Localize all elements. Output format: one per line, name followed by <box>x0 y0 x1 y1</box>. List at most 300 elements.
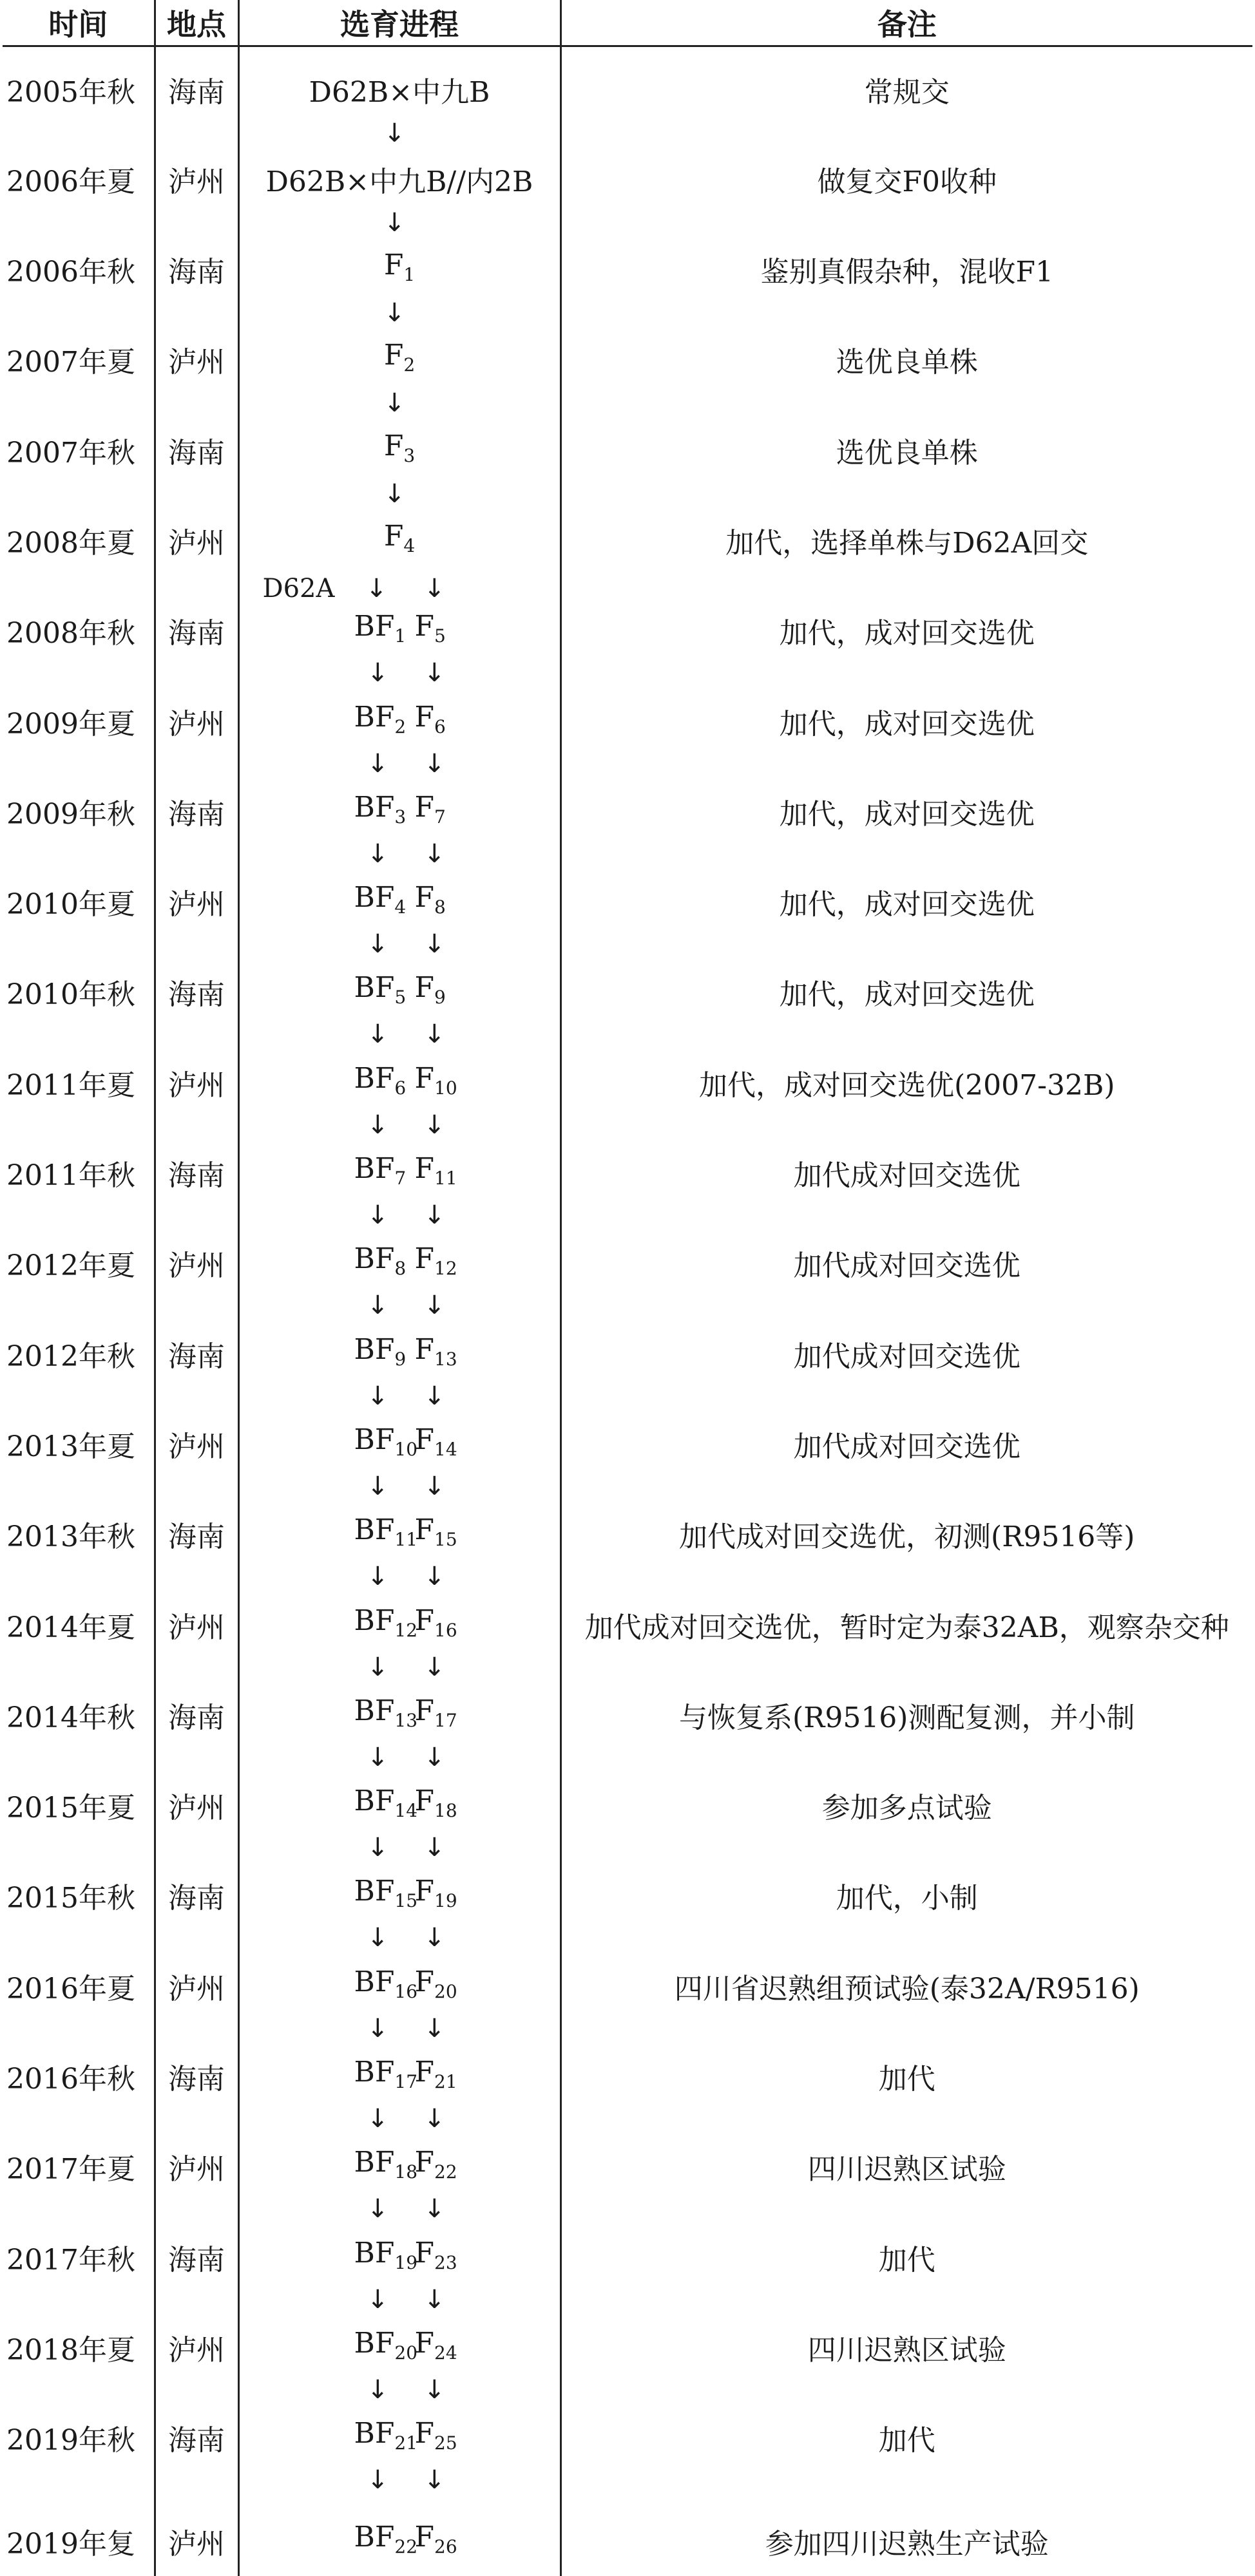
cell-time: 2016年秋 <box>3 2034 155 2124</box>
table-header-row <box>3 0 1252 46</box>
cell-time: 2017年秋 <box>3 2215 155 2305</box>
cell-time: 2019年秋 <box>3 2395 155 2485</box>
process-diagram <box>240 1423 560 1501</box>
cell-place: 泸州 <box>155 1220 238 1311</box>
backcross-parent-label: D62A <box>262 573 335 603</box>
cell-process <box>238 408 560 509</box>
filial-generation: $F_{22}$ <box>414 2146 457 2183</box>
cell-note: 加代，成对回交选优 <box>779 797 1035 831</box>
backcross-generation: $BF_{13}$ <box>354 1694 418 1731</box>
backcross-generation: $BF_6$ <box>354 1061 407 1099</box>
generation-subscript: 20 <box>394 2342 418 2363</box>
generation-subscript: 5 <box>394 987 407 1009</box>
generation-pair <box>240 881 560 920</box>
down-arrow-icon: ↓ <box>423 1291 446 1321</box>
cell-note: 加代，成对回交选优 <box>779 978 1035 1012</box>
generation-pair <box>240 1785 560 1823</box>
cell-place: 泸州 <box>155 2486 238 2576</box>
down-arrow-icon: ↓ <box>383 118 406 148</box>
generation-subscript: 8 <box>394 1258 407 1280</box>
cell-process <box>238 859 560 960</box>
down-arrow-icon: ↓ <box>383 478 406 509</box>
table-row <box>3 949 1252 1039</box>
cell-note: 参加多点试验 <box>821 1792 992 1825</box>
cell-time: 2005年秋 <box>3 46 155 137</box>
generation-subscript: 19 <box>434 1890 457 1912</box>
cell-process <box>238 769 560 869</box>
generation-subscript: 12 <box>394 1619 418 1641</box>
generation-subscript: 21 <box>434 2071 457 2093</box>
filial-generation: $F_{21}$ <box>414 2056 457 2093</box>
cell-process <box>238 2486 560 2576</box>
down-arrow-icon: ↓ <box>423 1110 446 1140</box>
down-arrow-icon: ↓ <box>367 2284 389 2315</box>
generation-subscript: 10 <box>434 1077 457 1099</box>
cell-process <box>238 1763 560 1863</box>
cell-process <box>238 1311 560 1411</box>
cell-time: 2013年夏 <box>3 1401 155 1492</box>
cell-place: 泸州 <box>155 1040 238 1130</box>
generation-subscript: 7 <box>434 806 446 828</box>
down-arrow-icon: ↓ <box>367 2104 389 2134</box>
cell-note: 加代，成对回交选优 <box>779 707 1035 741</box>
down-arrow-icon: ↓ <box>367 2194 389 2224</box>
cell-place: 泸州 <box>155 1582 238 1672</box>
down-arrow-icon: ↓ <box>367 1200 389 1231</box>
cell-time: 2015年夏 <box>3 1763 155 1853</box>
down-arrow-icon: ↓ <box>367 2465 389 2496</box>
cell-process <box>238 498 560 603</box>
cell-place: 海南 <box>155 769 238 859</box>
generation-subscript: 10 <box>394 1438 418 1460</box>
down-arrow-icon: ↓ <box>367 658 389 688</box>
table-row <box>3 1130 1252 1220</box>
cell-note: 鉴别真假杂种，混收F1 <box>760 256 1054 289</box>
cell-time: 2017年夏 <box>3 2124 155 2214</box>
cell-place: 海南 <box>155 949 238 1039</box>
filial-generation: $F_{17}$ <box>414 1694 457 1731</box>
filial-generation: $F_{26}$ <box>414 2520 457 2557</box>
generation-subscript: 16 <box>394 1980 418 2002</box>
table-row <box>3 1492 1252 1582</box>
filial-generation: $F_{13}$ <box>414 1332 457 1370</box>
generation-subscript: 9 <box>394 1348 407 1370</box>
generation-subscript: 9 <box>434 987 446 1009</box>
generation-subscript: 15 <box>394 1890 418 1912</box>
filial-generation: $F_{12}$ <box>414 1242 457 1280</box>
filial-generation: $F_8$ <box>414 881 446 918</box>
process-diagram <box>240 1604 560 1682</box>
backcross-generation: $BF_{19}$ <box>354 2236 418 2273</box>
generation-subscript: 24 <box>434 2342 457 2363</box>
table-row <box>3 227 1252 317</box>
cell-process <box>238 1944 560 2043</box>
backcross-generation: $BF_{14}$ <box>354 1785 418 1822</box>
table-row <box>3 1944 1252 2034</box>
down-arrow-icon: ↓ <box>383 298 406 328</box>
process-diagram <box>240 971 560 1050</box>
process-diagram <box>240 1875 560 1953</box>
generation-label <box>384 520 415 556</box>
down-arrow-icon: ↓ <box>423 1833 446 1863</box>
table-row <box>3 408 1252 498</box>
cell-time: 2008年秋 <box>3 588 155 678</box>
table-body <box>3 46 1252 2576</box>
cell-process <box>238 2124 560 2224</box>
process-diagram <box>240 1694 560 1772</box>
cell-time: 2006年秋 <box>3 227 155 317</box>
backcross-generation: $BF_9$ <box>354 1332 407 1370</box>
generation-subscript: 2 <box>394 715 407 737</box>
cell-note: 与恢复系(R9516)测配复测，并小制 <box>679 1701 1135 1734</box>
down-arrow-icon: ↓ <box>367 1019 389 1050</box>
cell-note: 常规交 <box>864 76 950 109</box>
cell-note: 做复交F0收种 <box>817 165 997 198</box>
table-row <box>3 1220 1252 1311</box>
down-arrow-icon: ↓ <box>423 2194 446 2224</box>
generation-pair <box>240 2146 560 2184</box>
cell-note: 加代 <box>878 2063 935 2096</box>
cell-note: 加代成对回交选优，暂时定为泰32AB，观察杂交种 <box>584 1611 1229 1644</box>
filial-generation: $F_9$ <box>414 971 446 1009</box>
down-arrow-icon: ↓ <box>423 1923 446 1953</box>
cell-note: 加代成对回交选优 <box>793 1249 1020 1283</box>
table-row <box>3 498 1252 588</box>
generation-subscript: 11 <box>394 1529 418 1551</box>
cell-time: 2015年秋 <box>3 1853 155 1943</box>
filial-generation: $F_{15}$ <box>414 1513 457 1551</box>
cell-process <box>238 1582 560 1682</box>
down-arrow-icon: ↓ <box>423 1652 446 1682</box>
generation-pair <box>240 1152 560 1191</box>
down-arrow-icon: ↓ <box>423 658 446 688</box>
cell-process <box>238 227 560 328</box>
backcross-generation: $BF_{17}$ <box>354 2056 418 2093</box>
cell-place: 海南 <box>155 2215 238 2305</box>
table-row <box>3 2215 1252 2305</box>
generation-subscript: 22 <box>394 2535 418 2557</box>
cell-place: 海南 <box>155 2395 238 2485</box>
cell-note: 四川省迟熟组预试验(泰32A/R9516) <box>674 1972 1140 2005</box>
down-arrow-icon: ↓ <box>423 1742 446 1772</box>
down-arrow-icon: ↓ <box>423 1019 446 1050</box>
generation-subscript: 4 <box>394 896 407 918</box>
filial-generation: $F_{23}$ <box>414 2236 457 2273</box>
generation-pair <box>240 971 560 1010</box>
generation-pair <box>240 1604 560 1643</box>
generation-pair <box>240 791 560 829</box>
cell-place: 海南 <box>155 46 238 137</box>
generation-pair <box>240 701 560 739</box>
table-row <box>3 1401 1252 1492</box>
table-row <box>3 137 1252 227</box>
generation-pair <box>240 2056 560 2094</box>
cell-place: 海南 <box>155 1311 238 1401</box>
cell-note: 加代成对回交选优，初测(R9516等) <box>679 1520 1135 1554</box>
cell-place: 泸州 <box>155 137 238 227</box>
generation-label <box>384 339 415 375</box>
down-arrow-icon: ↓ <box>367 1923 389 1953</box>
generation-subscript: 13 <box>394 1709 418 1731</box>
header-time: 时间 <box>3 0 155 46</box>
generation-subscript: 2 <box>403 354 416 376</box>
cell-time: 2009年夏 <box>3 679 155 769</box>
cell-process <box>238 1401 560 1501</box>
cell-process <box>238 949 560 1050</box>
generation-base: F <box>383 519 404 553</box>
cell-time: 2007年秋 <box>3 408 155 498</box>
cell-process <box>238 1040 560 1140</box>
cell-time: 2013年秋 <box>3 1492 155 1582</box>
cell-place: 泸州 <box>155 2124 238 2214</box>
cell-time: 2016年夏 <box>3 1944 155 2034</box>
cell-time: 2010年秋 <box>3 949 155 1039</box>
generation-subscript: 14 <box>394 1800 418 1822</box>
cell-place: 泸州 <box>155 679 238 769</box>
cell-time: 2014年夏 <box>3 1582 155 1672</box>
generation-pair <box>240 1242 560 1281</box>
backcross-generation: $BF_{21}$ <box>354 2417 418 2454</box>
backcross-generation: $BF_{12}$ <box>354 1604 418 1641</box>
cell-note: 加代成对回交选优 <box>793 1159 1020 1193</box>
generation-base: F <box>383 429 404 462</box>
cell-place: 泸州 <box>155 1401 238 1492</box>
backcross-generation: $BF_{11}$ <box>354 1513 418 1551</box>
generation-subscript: 7 <box>394 1168 407 1189</box>
cell-time: 2007年夏 <box>3 317 155 407</box>
cell-place: 泸州 <box>155 1763 238 1853</box>
backcross-generation: $BF_{15}$ <box>354 1875 418 1912</box>
cell-process <box>238 2395 560 2496</box>
down-arrow-icon: ↓ <box>367 1110 389 1140</box>
generation-pair <box>240 2521 560 2559</box>
filial-generation: $F_{18}$ <box>414 1785 457 1822</box>
cell-process <box>238 1672 560 1772</box>
cell-note: 选优良单株 <box>836 346 978 379</box>
cell-place: 泸州 <box>155 317 238 407</box>
down-arrow-icon: ↓ <box>423 748 446 779</box>
cell-place: 海南 <box>155 227 238 317</box>
down-arrow-icon: ↓ <box>365 573 388 603</box>
process-diagram <box>240 881 560 960</box>
cell-process <box>238 1130 560 1231</box>
cell-time: 2011年夏 <box>3 1040 155 1130</box>
generation-subscript: 8 <box>434 896 446 918</box>
backcross-generation: $BF_{10}$ <box>354 1423 418 1460</box>
process-diagram <box>240 2236 560 2315</box>
down-arrow-icon: ↓ <box>367 1471 389 1501</box>
generation-subscript: 25 <box>434 2432 457 2454</box>
cell-note: 加代，成对回交选优 <box>779 617 1035 650</box>
cell-place: 海南 <box>155 1492 238 1582</box>
cell-time: 2008年夏 <box>3 498 155 588</box>
down-arrow-icon: ↓ <box>367 1652 389 1682</box>
table-row <box>3 2124 1252 2214</box>
process-diagram <box>240 700 560 779</box>
cell-time: 2012年夏 <box>3 1220 155 1311</box>
header-place: 地点 <box>155 0 238 46</box>
filial-generation: $F_{20}$ <box>414 1965 457 2002</box>
filial-generation: $F_{11}$ <box>414 1152 457 1189</box>
down-arrow-icon: ↓ <box>383 207 406 238</box>
generation-pair <box>240 610 560 649</box>
generation-subscript: 18 <box>394 2161 418 2183</box>
filial-generation: $F_{16}$ <box>414 1604 457 1641</box>
process-diagram <box>240 1965 560 2043</box>
process-diagram <box>240 2146 560 2224</box>
generation-subscript: 16 <box>434 1619 457 1641</box>
down-arrow-icon: ↓ <box>423 1562 446 1592</box>
cell-place: 海南 <box>155 1672 238 1763</box>
generation-subscript: 15 <box>434 1529 457 1551</box>
process-diagram <box>240 1152 560 1231</box>
cell-note: 加代成对回交选优 <box>793 1340 1020 1373</box>
cell-time: 2009年秋 <box>3 769 155 859</box>
process-diagram <box>240 1332 560 1411</box>
backcross-generation: $BF_2$ <box>354 700 407 737</box>
generation-pair <box>240 1965 560 2004</box>
process-diagram <box>240 2056 560 2134</box>
cell-place: 泸州 <box>155 498 238 588</box>
generation-label <box>384 249 415 285</box>
backcross-generation: $BF_{20}$ <box>354 2326 418 2363</box>
cell-time: 2006年夏 <box>3 137 155 227</box>
generation-subscript: 14 <box>434 1438 457 1460</box>
cell-note: 加代成对回交选优 <box>793 1430 1020 1463</box>
backcross-generation: $BF_4$ <box>354 881 407 918</box>
filial-generation: $F_{24}$ <box>414 2326 457 2363</box>
table-row <box>3 2034 1252 2124</box>
generation-label <box>384 430 415 466</box>
cell-note: 加代 <box>878 2243 935 2277</box>
table-row <box>3 1311 1252 1401</box>
filial-generation: $F_{14}$ <box>414 1423 457 1460</box>
backcross-generation: $BF_7$ <box>354 1152 407 1189</box>
process-diagram <box>240 2326 560 2405</box>
table-row <box>3 1672 1252 1763</box>
cell-note: 四川迟熟区试验 <box>807 2153 1006 2186</box>
generation-pair <box>240 2237 560 2275</box>
filial-generation: $F_7$ <box>414 790 446 828</box>
cell-note: 加代，选择单株与D62A回交 <box>725 526 1089 560</box>
down-arrow-icon: ↓ <box>423 929 446 960</box>
process-diagram <box>240 2417 560 2496</box>
down-arrow-icon: ↓ <box>383 388 406 419</box>
table-row <box>3 1853 1252 1943</box>
table-row <box>3 46 1252 137</box>
cell-process <box>238 1492 560 1592</box>
generation-pair <box>240 1694 560 1733</box>
down-arrow-icon: ↓ <box>367 1291 389 1321</box>
cell-note: 加代，小制 <box>836 1882 978 1915</box>
table-row <box>3 679 1252 769</box>
down-arrow-icon: ↓ <box>423 2374 446 2405</box>
down-arrow-icon: ↓ <box>367 838 389 869</box>
generation-pair <box>240 2327 560 2365</box>
generation-subscript: 18 <box>434 1800 457 1822</box>
generation-subscript: 5 <box>434 625 446 647</box>
cell-note: 加代，成对回交选优(2007-32B) <box>699 1068 1115 1102</box>
generation-subscript: 6 <box>394 1077 407 1099</box>
cell-time: 2011年秋 <box>3 1130 155 1220</box>
table-row <box>3 769 1252 859</box>
down-arrow-icon: ↓ <box>367 1742 389 1772</box>
cell-place: 海南 <box>155 1130 238 1220</box>
generation-subscript: 3 <box>403 444 416 466</box>
backcross-generation: $BF_5$ <box>354 971 407 1009</box>
generation-base: F <box>383 339 404 372</box>
generation-pair <box>240 1875 560 1913</box>
filial-generation: $F_6$ <box>414 700 446 737</box>
generation-subscript: 20 <box>434 1980 457 2002</box>
process-diagram <box>240 69 560 148</box>
down-arrow-icon: ↓ <box>367 929 389 960</box>
cell-process <box>238 1853 560 1953</box>
cross-formula: D62B×中九B//内2B <box>265 165 533 198</box>
breeding-progress-table <box>3 0 1252 2576</box>
cell-place: 海南 <box>155 2034 238 2124</box>
backcross-generation: $BF_1$ <box>354 610 407 647</box>
cell-place: 泸州 <box>155 2305 238 2395</box>
backcross-generation: $BF_{22}$ <box>354 2520 418 2557</box>
generation-subscript: 1 <box>403 264 416 286</box>
backcross-generation: $BF_{18}$ <box>354 2146 418 2183</box>
table-row <box>3 1040 1252 1130</box>
filial-generation: $F_5$ <box>414 610 446 647</box>
generation-subscript: 11 <box>434 1168 457 1189</box>
cell-time: 2012年秋 <box>3 1311 155 1401</box>
table-row <box>3 317 1252 407</box>
table-row <box>3 1582 1252 1672</box>
cell-process <box>238 1220 560 1321</box>
generation-subscript: 17 <box>434 1709 457 1731</box>
down-arrow-icon: ↓ <box>367 2374 389 2405</box>
generation-subscript: 26 <box>434 2535 457 2557</box>
cell-place: 海南 <box>155 588 238 678</box>
cell-note: 加代，成对回交选优 <box>779 888 1035 922</box>
generation-subscript: 23 <box>434 2251 457 2273</box>
down-arrow-icon: ↓ <box>423 1471 446 1501</box>
generation-subscript: 12 <box>434 1258 457 1280</box>
backcross-generation: $BF_3$ <box>354 790 407 828</box>
cell-place: 泸州 <box>155 1944 238 2034</box>
table-row <box>3 2395 1252 2485</box>
process-diagram <box>240 158 560 238</box>
generation-subscript: 19 <box>394 2251 418 2273</box>
cell-note: 四川迟熟区试验 <box>807 2333 1006 2367</box>
generation-subscript: 13 <box>434 1348 457 1370</box>
header-process: 选育进程 <box>238 0 560 46</box>
table-row <box>3 2486 1252 2576</box>
cell-process <box>238 2034 560 2134</box>
generation-base: F <box>383 249 404 282</box>
header-note: 备注 <box>560 0 1252 46</box>
cell-note: 加代 <box>878 2424 935 2458</box>
down-arrow-icon: ↓ <box>423 2104 446 2134</box>
down-arrow-icon: ↓ <box>367 1833 389 1863</box>
down-arrow-icon: ↓ <box>367 1381 389 1411</box>
down-arrow-icon: ↓ <box>423 573 446 603</box>
cell-time: 2010年夏 <box>3 859 155 949</box>
process-diagram <box>240 1513 560 1592</box>
down-arrow-icon: ↓ <box>423 2465 446 2496</box>
cell-process <box>238 137 560 238</box>
process-diagram <box>240 1785 560 1863</box>
cell-note: 选优良单株 <box>836 436 978 469</box>
down-arrow-icon: ↓ <box>423 2013 446 2043</box>
down-arrow-icon: ↓ <box>367 1562 389 1592</box>
cell-note: 参加四川迟熟生产试验 <box>765 2527 1049 2561</box>
